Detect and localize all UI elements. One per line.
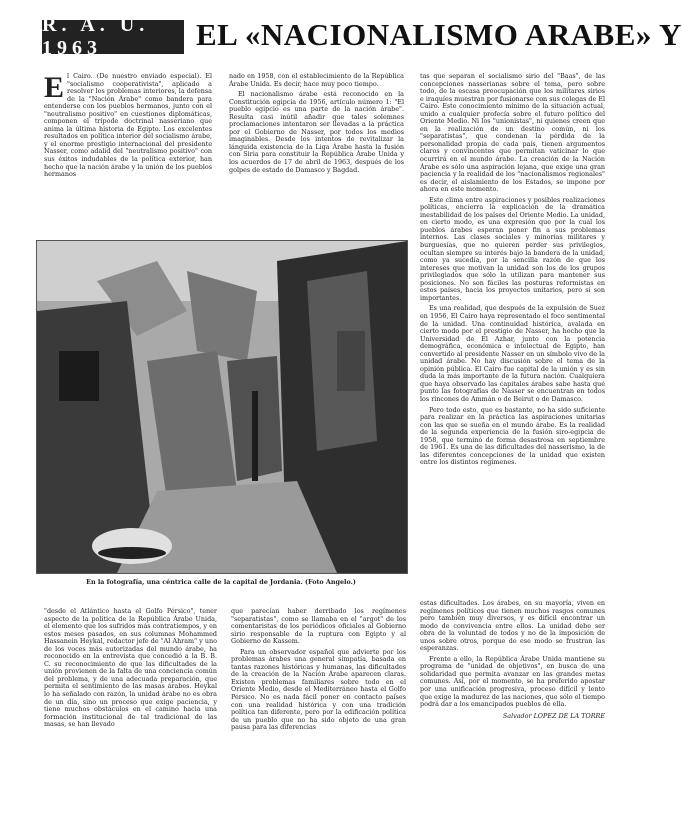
paragraph: Frente a ello, la República Árabe Unida mantiene su programa de "unidad de objetivos", en busca de una solidaridad que permita avanzar en las grandes metas comunes. Así, por el momento, se ha preferido apostar por una unificación progresiva, proceso difícil y lento que exige la madurez de las naciones, que sólo el tiempo podrá dar a los emancipados pueblos de ella. <box>420 654 605 709</box>
paragraph: Este clima entre aspiraciones y posibles realizaciones políticas, encierra la explicación de la dramática inestabilidad de los países del Oriente Medio. La unidad, en cierto modo, es una expresión que por la cual los pueblos árabes esperan poner fin a sus problemas internos. Las clases sociales y minorías militares y burguesías, que no quieren perder sus privilegios, ocultan siempre su interés bajo la bandera de la unidad, como ya sucedía, por la sencilla razón de que los intereses que motivan la unidad son los de los grupos privilegiados que sólo la utilizan para mantener sus posiciones. No son fáciles las posturas reformistas en estos países, hacia los proyectos unitarios, pero sí son importantes. <box>420 195 605 302</box>
paragraph: Pero todo esto, que es bastante, no ha sido suficiente para realizar en la práctica las aspiraciones unitarias con las que se sueña en el mundo árabe. Es la realidad de la segunda experiencia de la fusión siro-egipcia de 1958, que terminó de forma desastrosa en septiembre de 1961. Es una de las dificultades del nasserismo, la de las diferentes concepciones de la unidad que existen entre los distintos regímenes. <box>420 405 605 467</box>
paragraph: que parecían haber derribado los regímenes "separatistas", como se llamaba en el "argot" de los comentaristas de los periódicos oficiales al Gobierno sirio responsable de la ruptura con Egipto y al Gobierno de Kassem. <box>231 607 406 646</box>
paragraph: "desde el Atlántico hasta el Golfo Pérsico", tener aspecto de la política de la República Árabe Unida, el elemento que los sufridos más contratiempos, y en estos meses pasados, en sus columnas Mohammed Hassanein Heykal, redactor jefe de "Al Ahram" y uno de los voces más autorizadas del mundo árabe, ha reconocido en la entrevista que concedió a la B. B. C. su reconocimiento de que las dificultades de la unión provienen de la falta de una conciencia común del problema, y de una adecuada preparación, que permita el sentimiento de las masas árabes. Heykal lo ha señalado con razón, la unidad árabe no es obra de un día, sino un proceso que exige paciencia, y tiene muchos obstáculos en el camino hacia una formación institucional de tal tradicional de las masas, se han llevado <box>44 607 217 729</box>
section-tag: R. A. U. 1963 <box>42 20 184 54</box>
article-column-3 <box>420 73 605 470</box>
author-signature: Salvador LOPEZ DE LA TORRE <box>502 711 605 720</box>
article-column-1 <box>44 73 212 182</box>
photo-illustration <box>37 241 407 573</box>
paragraph: estas dificultades. Los árabes, en su mayoría, viven en regímenes políticos que tienen muchos rasgos comunes pero también muy diversos, y es difícil encontrar un modo de convivencia entre ellos. La unidad debe ser obra de la voluntad de todos y no de la imposición de unos sobre otros, porque de ese modo se frustran las esperanzas. <box>420 599 605 653</box>
paragraph: tas que separan el socialismo sirio del "Baas", de las concepciones nasserianas sobre el tema, pero sobre todo, de la escasa preocupación que los militares sirios e iraquíes muestran por fusionarse con sus colegas de El Cairo. Este conocimiento mínimo de la situación actual, unido a cualquier profecía sobre el futuro político del Oriente Medio. Ni los "unionistas", ni quienes creen que en la realización de un destino común, ni los "separatistas", que condenan la pérdida de la personalidad propia de cada país, tienen argumentos claros y convincentes que permitan vaticinar lo que ocurrirá en el mundo árabe. La creación de la Nación Árabe es sólo una aspiración lejana, que exige una gran paciencia y la realidad de los "nacionalismos regionales" es decir, el aislamiento de los Estados, se impone por ahora en este momento. <box>420 72 605 194</box>
article-column-4 <box>44 608 217 732</box>
photo-caption: En la fotografía, una céntrica calle de la capital de Jordania. (Foto Angelo.) <box>86 578 356 586</box>
dropcap: E <box>44 71 65 104</box>
article-column-2 <box>229 73 404 177</box>
paragraph: El nacionalismo árabe está reconocido en la Constitución egipcia de 1956, artículo número 1: "El pueblo egipcio es una parte de la nación árabe". Resulta casi inútil añadir que tales solemnes proclamaciones intentaron ser llevadas a la práctica por el Gobierno de Nasser, por todos los medios imaginables. Desde los intentos de revitalizar la lánguida existencia de la Liga Árabe hasta la fusión con Siria para constituir la República Árabe Unida y los acuerdos de 17 de abril de 1963, después de los golpes de estado de Damasco y Bagdad. <box>229 90 404 174</box>
paragraph: l Cairo. (De nuestro enviado especial). El "socialismo cooperativista", aplicado a resolver los problemas interiores, la defensa de la "Nación Árabe" como bandera para entenderse con los pueblos hermanos, junto con el "neutralismo positivo" en cuestiones diplomáticas, componen el trípode doctrinal nasseriano que anima la última historia de Egipto. Los excelentes resultados en política interior del socialismo árabe, y el enorme prestigio internacional del presidente Nasser, como adalid del "neutralismo positivo" con sus éxitos indudables de la política exterior, han hecho que la nación árabe y la unión de los pueblos hermanos <box>44 72 212 179</box>
paragraph: Para un observador español que advierte por los problemas árabes una general simpatía, basada en tantas razones históricas y humanas, las dificultades de la creación de la Nación Árabe aparecen claras. Existen problemas familiares sobre todo en el Oriente Medio, desde el Mediterráneo hasta el Golfo Pérsico. No es nada fácil poner en contacto países con una realidad histórica y con una tradición política tan diferente, pero por la edificación política de un pueblo que no ha sido objeto de una gran pausa para las diferencias <box>231 647 406 732</box>
paragraph: nado en 1958, con el establecimiento de la República Árabe Unida. Es decir, hace muy poco tiempo. <box>229 72 404 88</box>
paragraph: Es una realidad, que después de la expulsión de Suez en 1956, El Cairo haya representado el foco sentimental de la unidad. Una continuidad histórica, avalada en cierto modo por el prestigio de Nasser, ha hecho que la Universidad de El Azhar, junto con la potencia demográfica, económica e intelectual de Egipto, han convertido al presidente Nasser en un símbolo vivo de la unidad árabe. No hay discusión sobre el tema de la opinión pública. El Cairo fue capital de la unión y es sin duda la más importante de la futura nación. Cualquiera que haya observado las capitales árabes sabe hasta qué punto las fotografías de Nasser se encuentran en todos los rincones de Ammán o de Beirut o de Damasco. <box>420 304 605 403</box>
headline: EL «NACIONALISMO ARABE» Y <box>196 17 682 52</box>
article-column-5 <box>231 608 406 735</box>
article-column-6 <box>420 600 605 720</box>
street-photo <box>36 240 408 574</box>
